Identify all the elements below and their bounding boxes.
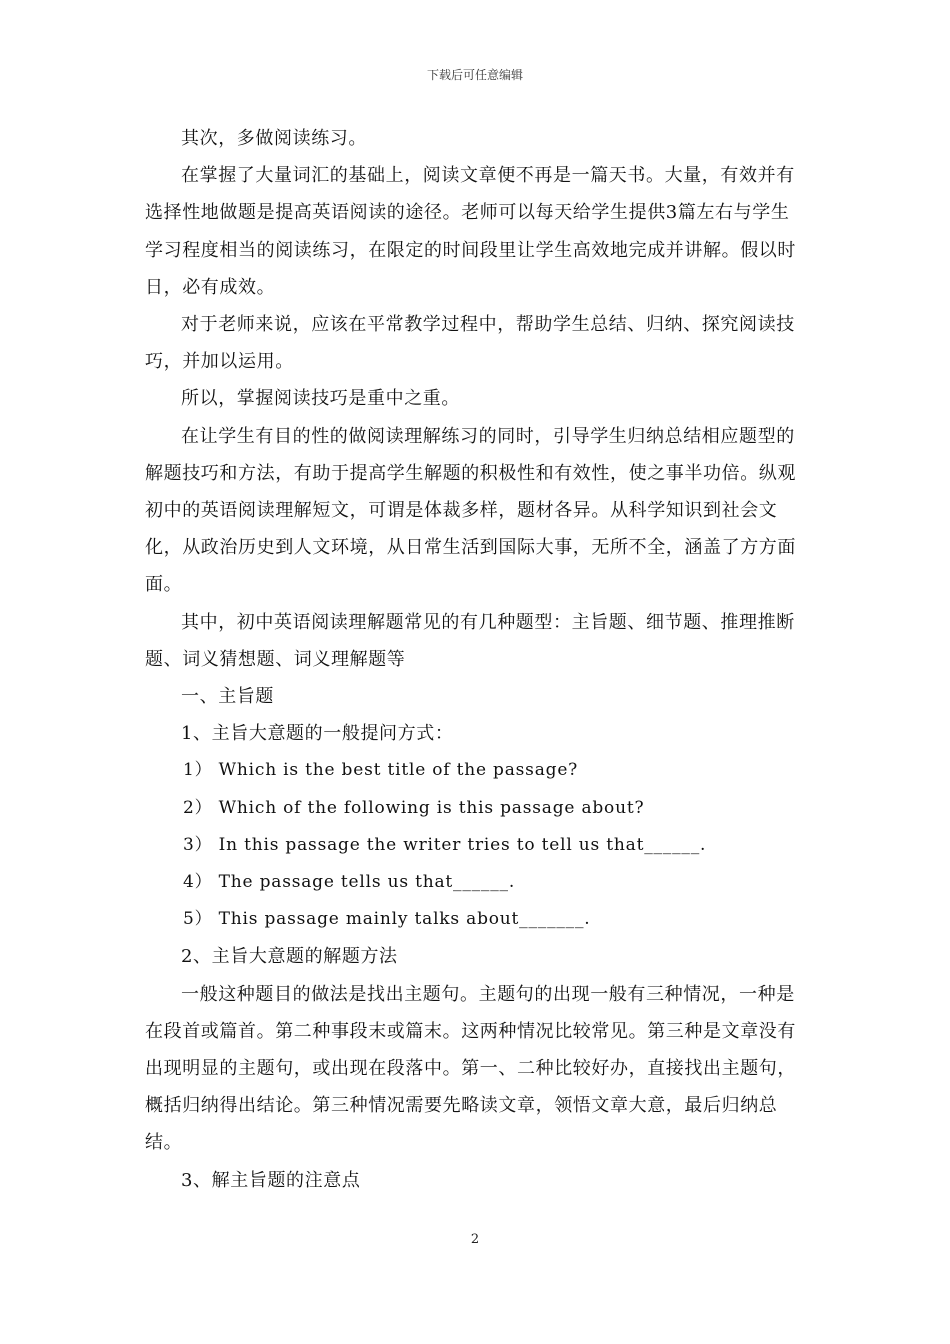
paragraph-vocabulary-basis: 在掌握了大量词汇的基础上，阅读文章便不再是一篇天书。大量，有效并有选择性地做题是提高英语阅读的途径。老师可以每天给学生提供3篇左右与学生学习程度相当的阅读练习，在限定的时间段里让学生高效地完成并讲解。假以时日，必有成效。 [145,165,796,298]
page-body [145,120,807,1199]
list-item: 5） This passage mainly talks about_______. [183,909,591,930]
paragraph-topic-sentence: 一般这种题目的做法是找出主题句。主题句的出现一般有三种情况，一种是在段首或篇首。第二种事段末或篇末。这两种情况比较常见。第三种是文章没有出现明显的主题句，或出现在段落中。第一、二种比较好办，直接找出主题句，概括归纳得出结论。第三种情况需要先略读文章，领悟文章大意，最后归纳总结。 [145,983,796,1154]
section-heading-main-idea: 一、主旨题 [181,686,274,708]
paragraph-guiding-students: 在让学生有目的性的做阅读理解练习的同时，引导学生归纳总结相应题型的解题技巧和方法，有助于提高学生解题的积极性和有效性，使之事半功倍。纵观初中的英语阅读理解短文，可谓是体裁多样，题材各异。从科学知识到社会文化，从政治历史到人文环境，从日常生活到国际大事，无所不全，涵盖了方方面面。 [145,425,796,596]
subheading-solving-method: 2、主旨大意题的解题方法 [181,946,398,968]
paragraph-teacher-role: 对于老师来说，应该在平常教学过程中，帮助学生总结、归纳、探究阅读技巧，并加以运用。 [145,314,795,373]
list-item: 4） The passage tells us that______. [183,872,516,893]
list-item: 3） In this passage the writer tries to tell us that______. [183,834,707,855]
paragraph-reading-practice: 其次，多做阅读练习。 [181,128,367,149]
list-item: 2） Which of the following is this passage about? [183,797,645,818]
page-header: 下载后可任意编辑 [426,68,523,82]
list-item: 1） Which is the best title of the passage? [183,760,579,781]
subheading-question-forms: 1、主旨大意题的一般提问方式： [181,723,454,745]
paragraph-reading-skills: 所以，掌握阅读技巧是重中之重。 [181,388,460,410]
page-number: 2 [470,1232,480,1247]
subheading-notes: 3、解主旨题的注意点 [181,1169,361,1191]
paragraph-question-types: 其中，初中英语阅读理解题常见的有几种题型：主旨题、细节题、推理推断题、词义猜想题、词义理解题等 [145,611,795,670]
